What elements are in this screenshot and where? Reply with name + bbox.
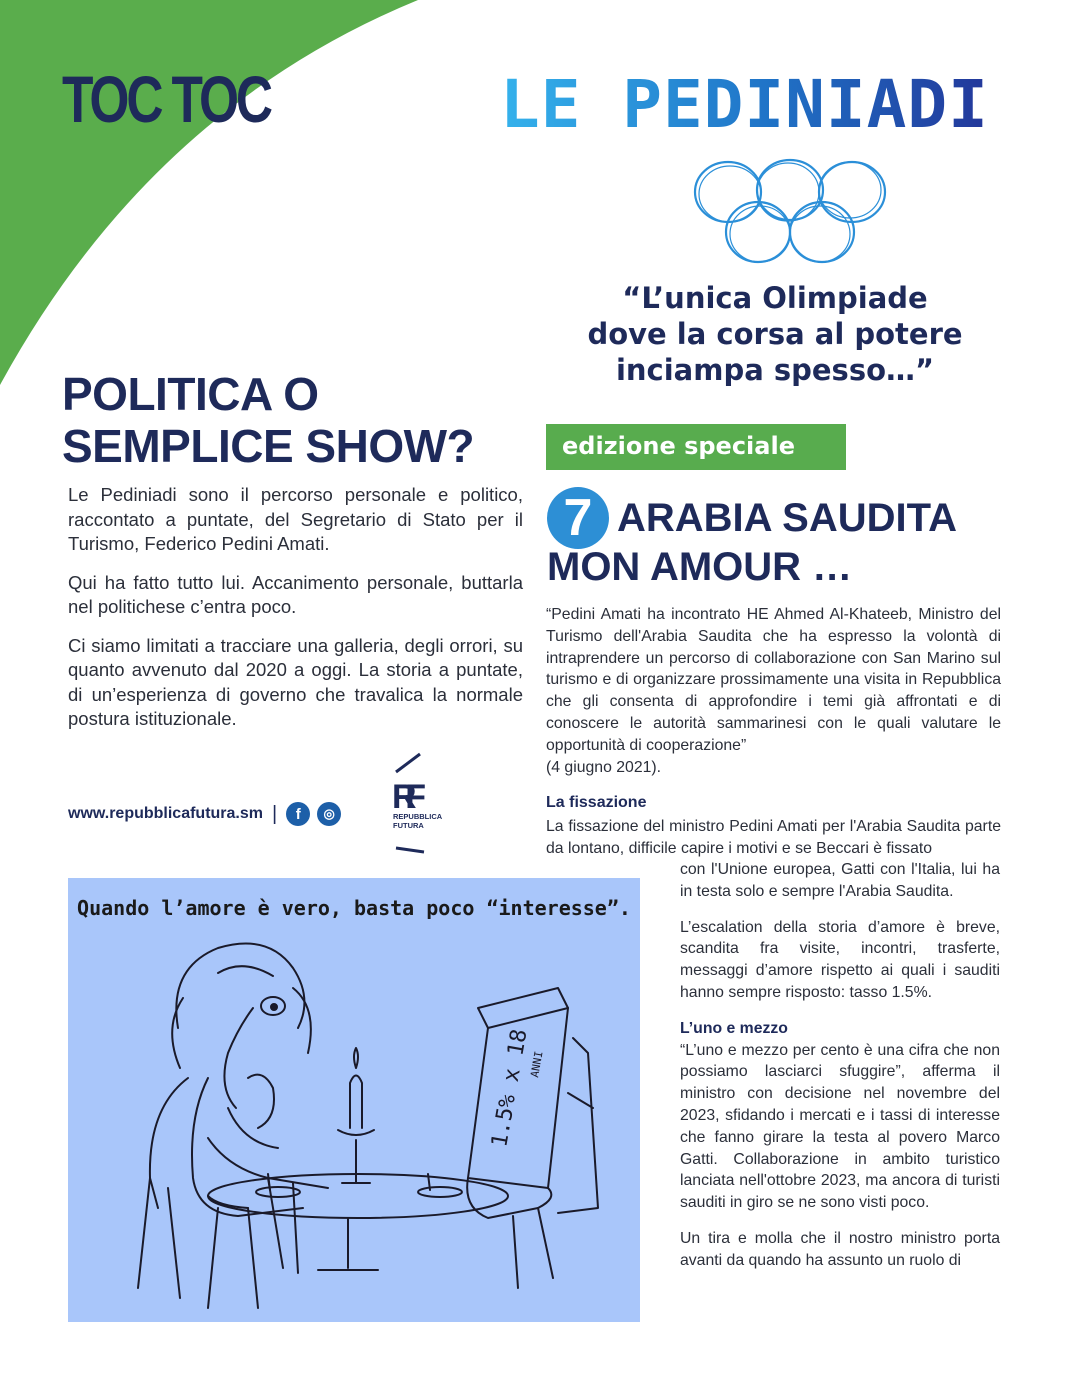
intro-paragraph: Ci siamo limitati a tracciare una galleria, degli orrori, su quanto avvenuto dal 2020 a oggi. La storia a puntate, di un’esperienza di governo che travalica la normale postura istituzionale. bbox=[68, 634, 523, 729]
intro-text bbox=[68, 483, 523, 746]
cartoon-caption: Quando l’amore è vero, basta poco “interesse”. bbox=[77, 896, 631, 920]
intro-paragraph: Qui ha fatto tutto lui. Accanimento personale, buttarla nel politichese c’entra poco. bbox=[68, 571, 523, 617]
tagline-line: dove la corsa al potere bbox=[587, 317, 963, 351]
subheading: La fissazione bbox=[546, 794, 647, 811]
tagline bbox=[545, 280, 1005, 388]
quote-text: “Pedini Amati ha incontrato HE Ahmed Al-Khateeb, Ministro del Turismo dell'Arabia Saudita che ha espresso la volontà di intraprendere un percorso di collaborazione con San Marino sul turismo e di organizzare prossimamente una visita in Repubblica che gli consenta di approfondire i temi già affrontati e di conoscere le autorità sammarinesi con le quali valutare le opportunità di cooperazione” bbox=[546, 606, 1001, 754]
article-paragraph: Un tira e molla che il nostro ministro porta avanti da quando ha assunto un ruolo di bbox=[680, 1229, 1000, 1269]
article-headline: MON AMOUR … bbox=[547, 545, 853, 589]
green-corner-shape bbox=[0, 0, 420, 385]
separator: | bbox=[272, 802, 278, 825]
quote-date: (4 giugno 2021). bbox=[546, 758, 662, 776]
article-column bbox=[680, 859, 1000, 1286]
section-label: TOC TOC bbox=[62, 62, 270, 136]
facebook-icon[interactable]: f bbox=[286, 802, 310, 826]
cartoon-illustration bbox=[68, 878, 640, 1322]
repubblica-futura-logo bbox=[390, 752, 443, 856]
cartoon-tag-small: ANNI bbox=[528, 1050, 546, 1079]
logo-subtitle: FUTURA bbox=[393, 821, 424, 830]
olympic-rings-icon bbox=[690, 150, 890, 275]
article-headline: ARABIA SAUDITA bbox=[617, 496, 957, 540]
left-headline-line: SEMPLICE SHOW? bbox=[62, 420, 475, 472]
logo-subtitle: REPUBBLICA bbox=[393, 812, 443, 821]
article-paragraph: “L’uno e mezzo per cento è una cifra che non possiamo lasciarci sfuggire”, afferma il ministro con decisione nel novembre del 2023, sfidando i mercati e i tassi di interesse che fanno girare la testa al povero Marco Gatti. Collaborazione in ambito turistico lanciata nell'ottobre 2023, ma ancora di turisti sauditi in giro se ne sono visti poco. bbox=[680, 1041, 1000, 1212]
left-headline bbox=[62, 368, 474, 472]
article-paragraph: con l'Unione europea, Gatti con l'Italia, lui ha in testa solo e sempre l'Arabia Saudita. bbox=[680, 861, 1000, 900]
article-quote bbox=[546, 604, 1001, 778]
episode-number: 7 bbox=[547, 487, 609, 549]
page-title: LE PEDINIADI bbox=[500, 66, 989, 143]
cartoon-drawing bbox=[68, 878, 640, 1322]
article-paragraph: La fissazione del ministro Pedini Amati per l'Arabia Saudita parte da lontano, difficile capire i motivi e se Beccari è fissato bbox=[546, 818, 1001, 857]
logo-letters: RF bbox=[392, 778, 426, 816]
website-link[interactable]: www.repubblicafutura.sm bbox=[68, 805, 263, 822]
intro-paragraph: Le Pediniadi sono il percorso personale e politico, raccontato a puntate, del Segretario di Stato per il Turismo, Federico Pedini Amati. bbox=[68, 484, 523, 554]
tagline-line: inciampa spesso…” bbox=[615, 353, 935, 387]
left-headline-line: POLITICA O bbox=[62, 368, 319, 420]
badge-label: edizione speciale bbox=[562, 432, 795, 460]
website-row bbox=[68, 802, 348, 826]
tagline-line: “L’unica Olimpiade bbox=[622, 281, 928, 315]
cartoon-tag-text: 1.5% x 18 bbox=[487, 1027, 533, 1150]
article-paragraph: L’escalation della storia d’amore è breve, scandita fra visite, incontri, trasferte, messaggi d’amore rispetto ai quali i sauditi hanno sempre risposto: tasso 1.5%. bbox=[680, 918, 1000, 1001]
special-edition-badge bbox=[546, 424, 846, 470]
instagram-icon[interactable]: ◎ bbox=[317, 802, 341, 826]
subheading: L’uno e mezzo bbox=[680, 1019, 788, 1037]
